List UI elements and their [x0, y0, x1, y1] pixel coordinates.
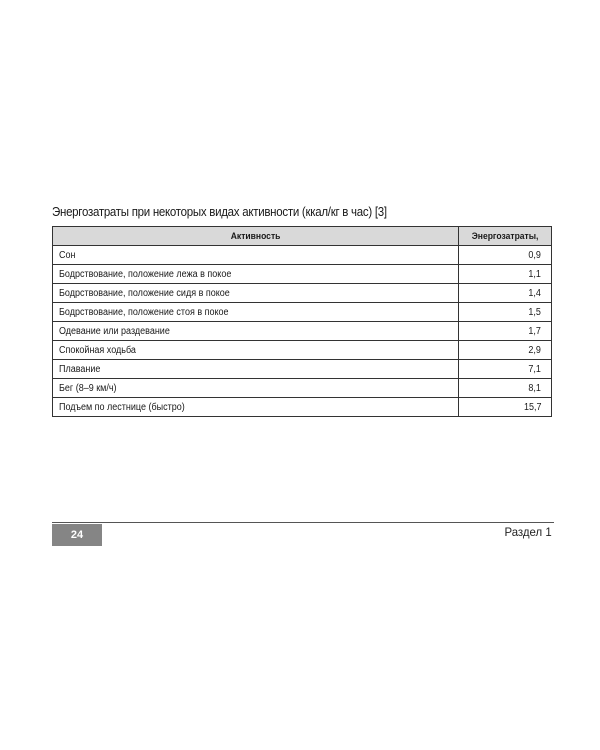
cell-activity: Спокойная ходьба [53, 341, 459, 360]
page-number: 24 [52, 524, 102, 546]
table-row [53, 246, 552, 265]
header-activity: Активность [53, 227, 459, 246]
table-row [53, 379, 552, 398]
cell-activity: Бодрствование, положение лежа в покое [53, 265, 459, 284]
cell-value: 7,1 [459, 360, 552, 379]
cell-value: 1,7 [459, 322, 552, 341]
header-value: Энергозатраты, [459, 227, 552, 246]
cell-value: 1,4 [459, 284, 552, 303]
cell-value: 1,1 [459, 265, 552, 284]
cell-activity: Подъем по лестнице (быстро) [53, 398, 459, 417]
table-row [53, 265, 552, 284]
table-row [53, 341, 552, 360]
cell-activity: Сон [53, 246, 459, 265]
cell-value: 0,9 [459, 246, 552, 265]
table-header-row [53, 227, 552, 246]
table-caption: Энергозатраты при некоторых видах активности (ккал/кг в час) [3] [52, 205, 387, 219]
cell-activity: Бодрствование, положение сидя в покое [53, 284, 459, 303]
cell-value: 2,9 [459, 341, 552, 360]
energy-table [52, 226, 552, 417]
section-label: Раздел 1 [504, 525, 552, 539]
table-row [53, 398, 552, 417]
table-row [53, 322, 552, 341]
footer-divider [52, 522, 554, 523]
cell-value: 1,5 [459, 303, 552, 322]
cell-activity: Бодрствование, положение стоя в покое [53, 303, 459, 322]
cell-value: 15,7 [459, 398, 552, 417]
table-row [53, 303, 552, 322]
table-row [53, 284, 552, 303]
cell-value: 8,1 [459, 379, 552, 398]
table-row [53, 360, 552, 379]
cell-activity: Одевание или раздевание [53, 322, 459, 341]
cell-activity: Бег (8–9 км/ч) [53, 379, 459, 398]
cell-activity: Плавание [53, 360, 459, 379]
